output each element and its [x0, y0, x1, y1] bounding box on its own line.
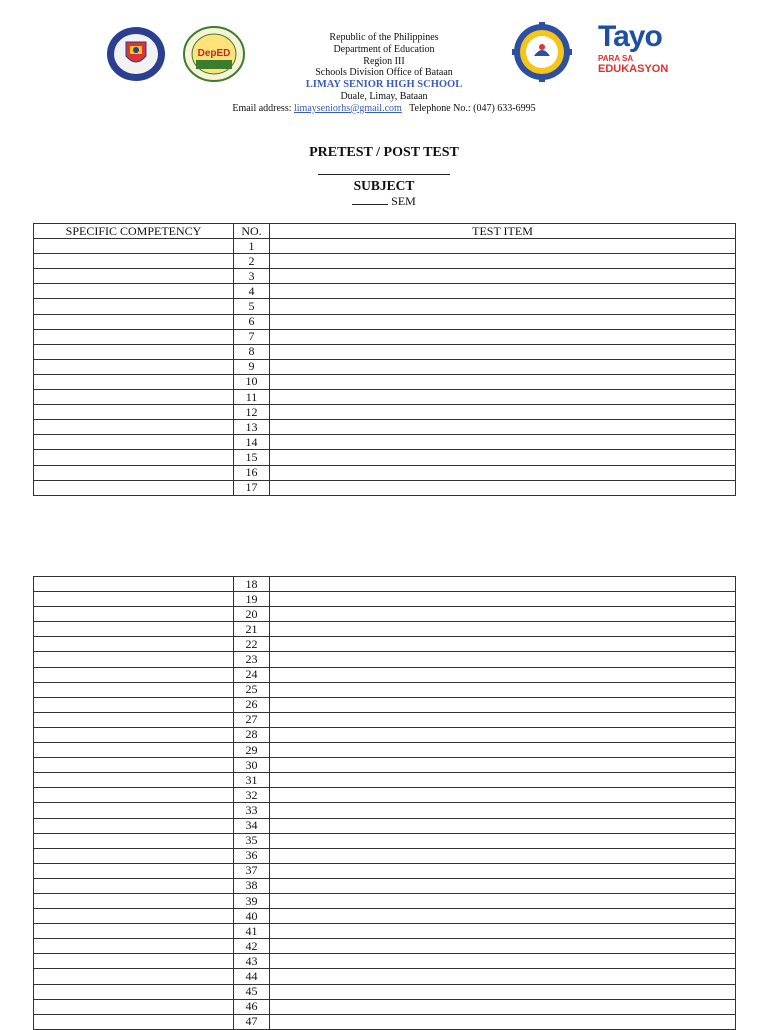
competency-cell[interactable] — [34, 405, 234, 420]
item-number-cell: 26 — [234, 697, 270, 712]
item-number-cell: 31 — [234, 773, 270, 788]
header-school-name: LIMAY SENIOR HIGH SCHOOL — [305, 79, 463, 91]
title-blank-line — [318, 174, 450, 175]
table-row — [34, 652, 736, 667]
item-number-cell: 1 — [234, 239, 270, 254]
item-number-cell: 18 — [234, 577, 270, 592]
competency-cell[interactable] — [34, 743, 234, 758]
test-item-cell[interactable] — [270, 712, 736, 727]
item-number-cell: 15 — [234, 450, 270, 465]
competency-cell[interactable] — [34, 254, 234, 269]
competency-cell[interactable] — [34, 788, 234, 803]
test-item-cell[interactable] — [270, 893, 736, 908]
table-row — [34, 254, 736, 269]
test-item-cell[interactable] — [270, 359, 736, 374]
header-no: NO. — [234, 224, 270, 239]
item-number-cell: 20 — [234, 607, 270, 622]
header-address: Duale, Limay, Bataan — [340, 90, 428, 102]
table-row — [34, 390, 736, 405]
item-number-cell: 44 — [234, 969, 270, 984]
table-row — [34, 682, 736, 697]
table-row — [34, 465, 736, 480]
header-contact — [184, 103, 584, 115]
item-number-cell: 14 — [234, 435, 270, 450]
table-row — [34, 284, 736, 299]
table-row — [34, 909, 736, 924]
competency-cell[interactable] — [34, 637, 234, 652]
test-item-cell[interactable] — [270, 284, 736, 299]
item-number-cell: 5 — [234, 299, 270, 314]
table-row — [34, 727, 736, 742]
test-item-cell[interactable] — [270, 803, 736, 818]
test-item-cell[interactable] — [270, 329, 736, 344]
school-seal-logo — [508, 22, 576, 82]
test-item-cell[interactable] — [270, 652, 736, 667]
item-number-cell: 36 — [234, 848, 270, 863]
competency-cell[interactable] — [34, 878, 234, 893]
test-item-cell[interactable] — [270, 577, 736, 592]
competency-cell[interactable] — [34, 984, 234, 999]
competency-cell[interactable] — [34, 697, 234, 712]
table-row — [34, 712, 736, 727]
test-item-cell[interactable] — [270, 344, 736, 359]
test-item-table-part1 — [33, 223, 736, 496]
item-number-cell: 19 — [234, 592, 270, 607]
test-item-cell[interactable] — [270, 607, 736, 622]
competency-cell[interactable] — [34, 969, 234, 984]
header-department: Department of Education — [333, 43, 435, 55]
document-title: PRETEST / POST TEST — [309, 145, 459, 160]
table-row — [34, 984, 736, 999]
email-label: Email address: — [232, 102, 292, 114]
item-number-cell: 12 — [234, 405, 270, 420]
test-item-cell[interactable] — [270, 480, 736, 495]
table-row — [34, 878, 736, 893]
item-number-cell: 25 — [234, 682, 270, 697]
item-number-cell: 28 — [234, 727, 270, 742]
telephone-text: Telephone No.: (047) 633-6995 — [409, 102, 536, 114]
competency-cell[interactable] — [34, 435, 234, 450]
header-test-item: TEST ITEM — [270, 224, 736, 239]
table-row — [34, 435, 736, 450]
item-number-cell: 40 — [234, 909, 270, 924]
semester-blank — [352, 194, 388, 205]
test-item-cell[interactable] — [270, 405, 736, 420]
item-number-cell: 24 — [234, 667, 270, 682]
item-number-cell: 30 — [234, 758, 270, 773]
deped-seal-logo — [104, 26, 168, 82]
competency-cell[interactable] — [34, 480, 234, 495]
competency-cell[interactable] — [34, 999, 234, 1014]
table-row — [34, 758, 736, 773]
competency-cell[interactable] — [34, 833, 234, 848]
competency-cell[interactable] — [34, 622, 234, 637]
competency-cell[interactable] — [34, 667, 234, 682]
item-number-cell: 16 — [234, 465, 270, 480]
table-row — [34, 743, 736, 758]
item-number-cell: 9 — [234, 359, 270, 374]
table-header-row — [34, 224, 736, 239]
header-division: Schools Division Office of Bataan — [315, 67, 453, 79]
item-number-cell: 37 — [234, 863, 270, 878]
competency-cell[interactable] — [34, 359, 234, 374]
table-row — [34, 314, 736, 329]
test-item-cell[interactable] — [270, 592, 736, 607]
division-logo-text: DepED — [197, 48, 231, 59]
table-row — [34, 622, 736, 637]
item-number-cell: 4 — [234, 284, 270, 299]
item-number-cell: 13 — [234, 420, 270, 435]
item-number-cell: 23 — [234, 652, 270, 667]
test-item-cell[interactable] — [270, 450, 736, 465]
table-row — [34, 607, 736, 622]
test-item-cell[interactable] — [270, 682, 736, 697]
table-row — [34, 954, 736, 969]
table-row — [34, 344, 736, 359]
test-item-cell[interactable] — [270, 667, 736, 682]
test-item-cell[interactable] — [270, 697, 736, 712]
test-item-cell[interactable] — [270, 999, 736, 1014]
test-item-cell[interactable] — [270, 435, 736, 450]
test-item-cell[interactable] — [270, 863, 736, 878]
table-row — [34, 420, 736, 435]
table-row — [34, 299, 736, 314]
test-item-cell[interactable] — [270, 788, 736, 803]
table-row — [34, 637, 736, 652]
competency-cell[interactable] — [34, 818, 234, 833]
table-row — [34, 405, 736, 420]
table-row — [34, 269, 736, 284]
table-row — [34, 999, 736, 1014]
item-number-cell: 8 — [234, 344, 270, 359]
item-number-cell: 39 — [234, 893, 270, 908]
competency-cell[interactable] — [34, 712, 234, 727]
table-row — [34, 788, 736, 803]
test-item-cell[interactable] — [270, 878, 736, 893]
table-row — [34, 329, 736, 344]
competency-cell[interactable] — [34, 909, 234, 924]
competency-cell[interactable] — [34, 924, 234, 939]
item-number-cell: 38 — [234, 878, 270, 893]
item-number-cell: 35 — [234, 833, 270, 848]
item-number-cell: 42 — [234, 939, 270, 954]
tayo-text: Tayo — [598, 20, 662, 53]
test-item-cell[interactable] — [270, 374, 736, 389]
test-item-cell[interactable] — [270, 390, 736, 405]
table-row — [34, 359, 736, 374]
subject-heading: SUBJECT — [353, 178, 415, 193]
header-specific-competency: SPECIFIC COMPETENCY — [34, 224, 234, 239]
competency-cell[interactable] — [34, 939, 234, 954]
table-row — [34, 833, 736, 848]
competency-cell[interactable] — [34, 284, 234, 299]
competency-cell[interactable] — [34, 344, 234, 359]
table-row — [34, 848, 736, 863]
competency-cell[interactable] — [34, 893, 234, 908]
competency-cell[interactable] — [34, 420, 234, 435]
competency-cell[interactable] — [34, 450, 234, 465]
test-item-cell[interactable] — [270, 954, 736, 969]
item-number-cell: 34 — [234, 818, 270, 833]
test-item-cell[interactable] — [270, 299, 736, 314]
competency-cell[interactable] — [34, 848, 234, 863]
test-item-cell[interactable] — [270, 848, 736, 863]
table-row — [34, 803, 736, 818]
competency-cell[interactable] — [34, 607, 234, 622]
para-sa-text: PARA SA — [598, 54, 634, 63]
competency-cell[interactable] — [34, 239, 234, 254]
test-item-cell[interactable] — [270, 939, 736, 954]
table-row — [34, 969, 736, 984]
item-number-cell: 32 — [234, 788, 270, 803]
table-row — [34, 374, 736, 389]
item-number-cell: 11 — [234, 390, 270, 405]
semester-label: SEM — [391, 194, 416, 208]
table-row — [34, 818, 736, 833]
test-item-cell[interactable] — [270, 727, 736, 742]
competency-cell[interactable] — [34, 299, 234, 314]
table-row — [34, 924, 736, 939]
test-item-cell[interactable] — [270, 758, 736, 773]
test-item-cell[interactable] — [270, 420, 736, 435]
test-item-table-part2 — [33, 576, 736, 1030]
competency-cell[interactable] — [34, 592, 234, 607]
competency-cell[interactable] — [34, 314, 234, 329]
competency-cell[interactable] — [34, 803, 234, 818]
item-number-cell: 33 — [234, 803, 270, 818]
test-item-cell[interactable] — [270, 969, 736, 984]
test-item-cell[interactable] — [270, 924, 736, 939]
table-row — [34, 480, 736, 495]
item-number-cell: 45 — [234, 984, 270, 999]
competency-cell[interactable] — [34, 727, 234, 742]
competency-cell[interactable] — [34, 329, 234, 344]
test-item-cell[interactable] — [270, 269, 736, 284]
competency-cell[interactable] — [34, 652, 234, 667]
email-link[interactable]: limayseniorhs@gmail.com — [294, 102, 402, 114]
test-item-cell[interactable] — [270, 743, 736, 758]
table-row — [34, 577, 736, 592]
table-row — [34, 450, 736, 465]
edukasyon-text: EDUKASYON — [598, 63, 669, 75]
test-item-cell[interactable] — [270, 637, 736, 652]
competency-cell[interactable] — [34, 1014, 234, 1029]
competency-cell[interactable] — [34, 758, 234, 773]
item-number-cell: 22 — [234, 637, 270, 652]
test-item-cell[interactable] — [270, 239, 736, 254]
item-number-cell: 47 — [234, 1014, 270, 1029]
competency-cell[interactable] — [34, 465, 234, 480]
item-number-cell: 2 — [234, 254, 270, 269]
test-item-cell[interactable] — [270, 622, 736, 637]
item-number-cell: 6 — [234, 314, 270, 329]
table-row — [34, 939, 736, 954]
semester-line — [0, 194, 768, 209]
table-row — [34, 592, 736, 607]
competency-cell[interactable] — [34, 577, 234, 592]
competency-cell[interactable] — [34, 863, 234, 878]
header-republic: Republic of the Philippines — [329, 32, 439, 43]
header-region: Region III — [363, 55, 405, 67]
table-row — [34, 1014, 736, 1029]
competency-cell[interactable] — [34, 269, 234, 284]
test-item-cell[interactable] — [270, 314, 736, 329]
item-number-cell: 46 — [234, 999, 270, 1014]
test-item-cell[interactable] — [270, 773, 736, 788]
competency-cell[interactable] — [34, 374, 234, 389]
table-row — [34, 697, 736, 712]
table-row — [34, 893, 736, 908]
item-number-cell: 7 — [234, 329, 270, 344]
table-row — [34, 773, 736, 788]
test-item-cell[interactable] — [270, 833, 736, 848]
item-number-cell: 3 — [234, 269, 270, 284]
test-item-cell[interactable] — [270, 909, 736, 924]
table-row — [34, 863, 736, 878]
item-number-cell: 17 — [234, 480, 270, 495]
test-item-cell[interactable] — [270, 818, 736, 833]
item-number-cell: 10 — [234, 374, 270, 389]
test-item-cell[interactable] — [270, 254, 736, 269]
item-number-cell: 21 — [234, 622, 270, 637]
tayo-edukasyon-logo — [598, 20, 669, 80]
table-row — [34, 667, 736, 682]
test-item-cell[interactable] — [270, 1014, 736, 1029]
item-number-cell: 43 — [234, 954, 270, 969]
competency-cell[interactable] — [34, 954, 234, 969]
test-item-cell[interactable] — [270, 984, 736, 999]
competency-cell[interactable] — [34, 773, 234, 788]
competency-cell[interactable] — [34, 682, 234, 697]
table-row — [34, 239, 736, 254]
item-number-cell: 29 — [234, 743, 270, 758]
competency-cell[interactable] — [34, 390, 234, 405]
item-number-cell: 27 — [234, 712, 270, 727]
test-item-cell[interactable] — [270, 465, 736, 480]
item-number-cell: 41 — [234, 924, 270, 939]
